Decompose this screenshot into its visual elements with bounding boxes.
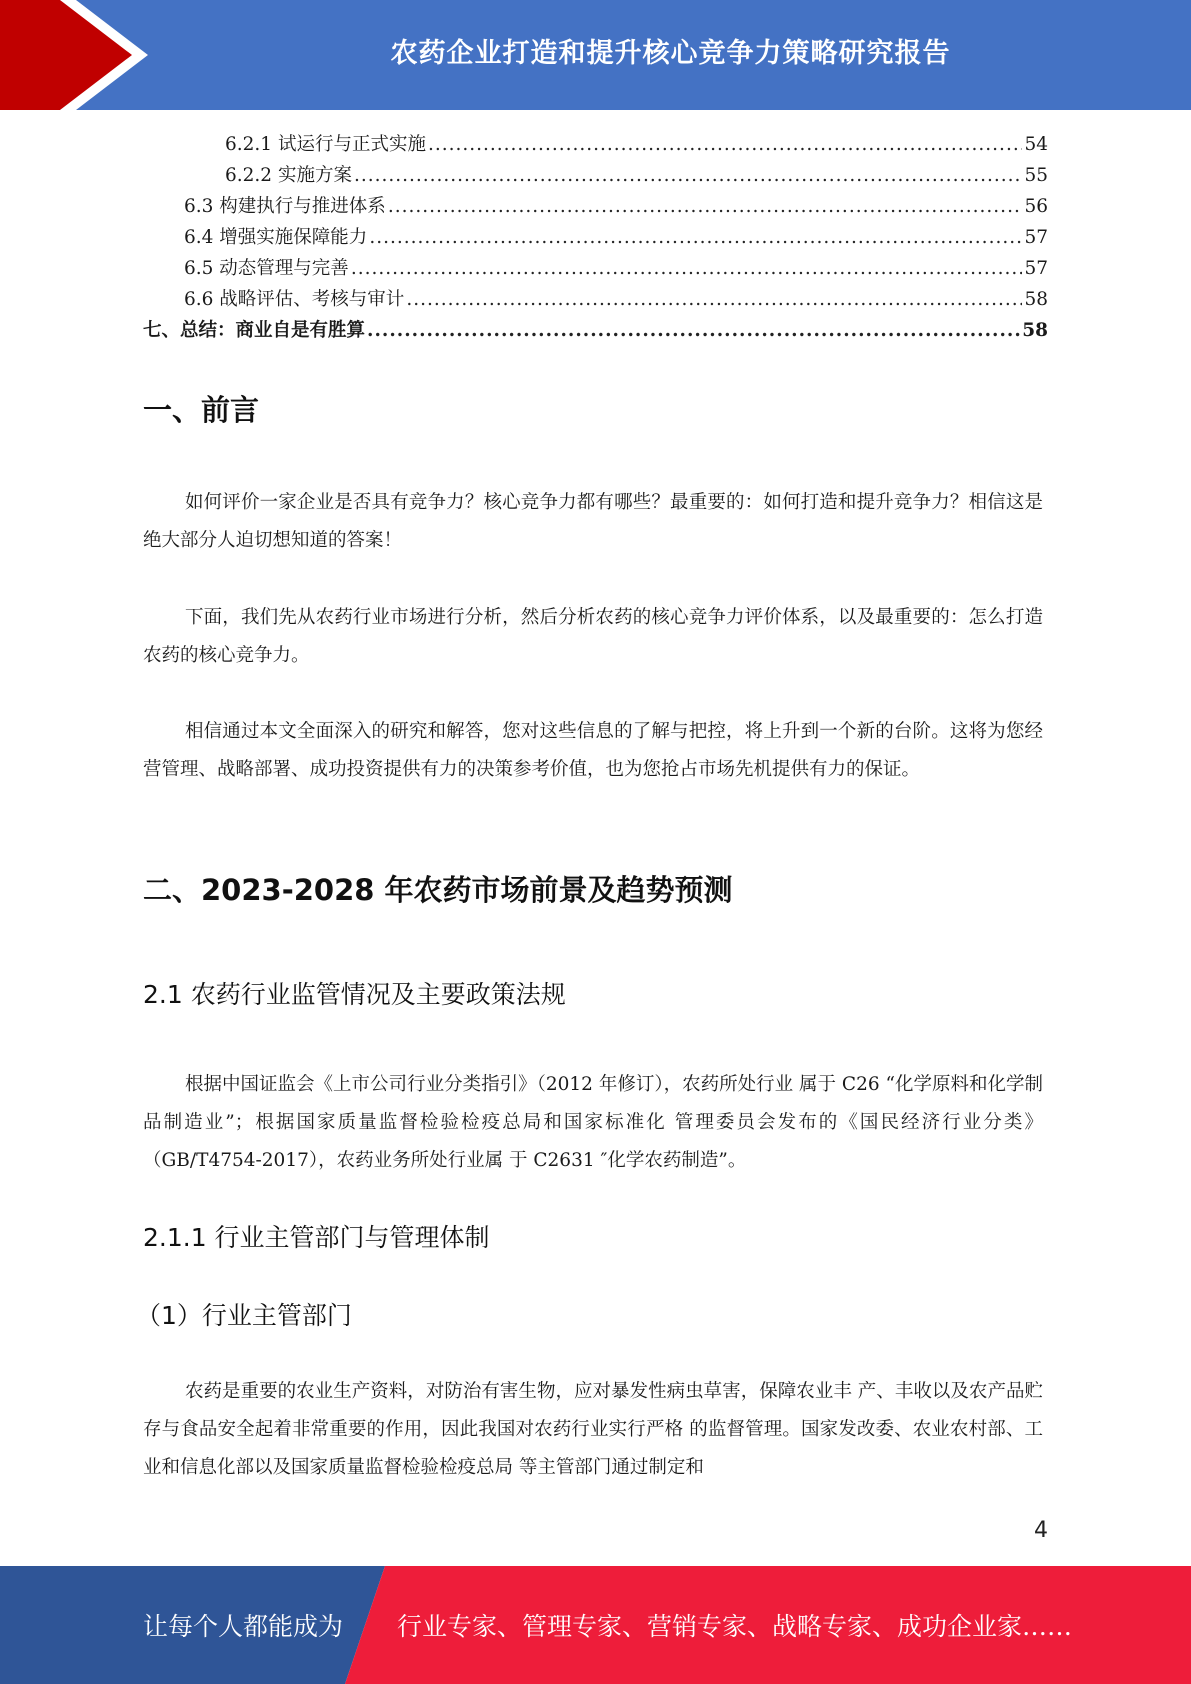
toc-entry-label: 6.2.2 实施方案 (225, 165, 352, 186)
toc-entry[interactable] (143, 316, 1048, 347)
toc-entry-label: 6.5 动态管理与完善 (184, 258, 349, 279)
page-number: 4 (1034, 1518, 1048, 1543)
report-title: 农药企业打造和提升核心竞争力策略研究报告 (390, 37, 951, 69)
toc-entry-page: 56 (1024, 196, 1048, 217)
section-heading: 二、2023-2028 年农药市场前景及趋势预测 (143, 873, 733, 907)
body-paragraph: 农药是重要的农业生产资料，对防治有害生物，应对暴发性病虫草害，保障农业丰 产、丰收以及农产品贮存与食品安全起着非常重要的作用，因此我国对农药行业实行严格 的监督管理。国家发改委、农业农村部、工业和信息化部以及国家质量监督检验检疫总局 等主管部门通过制定和 (143, 1381, 1043, 1478)
toc-entry-page: 58 (1022, 320, 1048, 341)
toc-entry-page: 58 (1024, 289, 1048, 310)
footer-slogan-right: 行业专家、管理专家、营销专家、战略专家、成功企业家…… (397, 1612, 1073, 1641)
toc-entry-label: 6.2.1 试运行与正式实施 (225, 134, 426, 155)
toc-entry[interactable] (143, 130, 1048, 161)
section-heading: 一、前言 (143, 393, 260, 427)
toc-entry[interactable] (143, 223, 1048, 254)
subsection-heading: 2.1.1 行业主管部门与管理体制 (143, 1223, 490, 1252)
toc-entry-label: 6.3 构建执行与推进体系 (184, 196, 386, 217)
subsubsection-heading: （1）行业主管部门 (136, 1301, 352, 1330)
toc-entry[interactable] (143, 254, 1048, 285)
body-paragraph: 下面，我们先从农药行业市场进行分析，然后分析农药的核心竞争力评价体系，以及最重要的：怎么打造农药的核心竞争力。 (143, 607, 1043, 666)
toc-leader (388, 196, 1023, 217)
toc-entry[interactable] (143, 192, 1048, 223)
body-paragraph: 根据中国证监会《上市公司行业分类指引》（2012 年修订），农药所处行业 属于 C26 “化学原料和化学制品制造业”；根据国家质量监督检验检疫总局和国家标准化 管理委员会发布的《国民经济行业分类》（GB/T4754-2017），农药业务所处行业属 于 C2631 ″化学农药制造”。 (143, 1074, 1043, 1171)
toc-entry-page: 57 (1024, 227, 1048, 248)
toc-entry-label: 七、总结：商业自是有胜算 (143, 320, 366, 341)
subsection-heading: 2.1 农药行业监管情况及主要政策法规 (143, 980, 566, 1009)
body-paragraph: 相信通过本文全面深入的研究和解答，您对这些信息的了解与把控，将上升到一个新的台阶。这将为您经营管理、战略部署、成功投资提供有力的决策参考价值，也为您抢占市场先机提供有力的保证。 (143, 721, 1043, 780)
table-of-contents (143, 130, 1048, 347)
page-header (0, 0, 1191, 110)
toc-leader (369, 227, 1022, 248)
toc-entry-page: 54 (1024, 134, 1048, 155)
toc-entry-label: 6.6 战略评估、考核与审计 (184, 289, 405, 310)
toc-entry-label: 6.4 增强实施保障能力 (184, 227, 368, 248)
body-paragraph: 如何评价一家企业是否具有竞争力？核心竞争力都有哪些？最重要的：如何打造和提升竞争力？相信这是绝大部分人迫切想知道的答案！ (143, 492, 1043, 551)
toc-entry-page: 55 (1024, 165, 1048, 186)
toc-leader (367, 320, 1020, 341)
toc-entry[interactable] (143, 161, 1048, 192)
toc-leader (351, 258, 1023, 279)
toc-leader (428, 134, 1022, 155)
toc-leader (354, 165, 1023, 186)
footer-slogan-left: 让每个人都能成为 (143, 1612, 344, 1641)
toc-entry-page: 57 (1024, 258, 1048, 279)
toc-leader (406, 289, 1022, 310)
toc-entry[interactable] (143, 285, 1048, 316)
page-footer (0, 1566, 1191, 1684)
